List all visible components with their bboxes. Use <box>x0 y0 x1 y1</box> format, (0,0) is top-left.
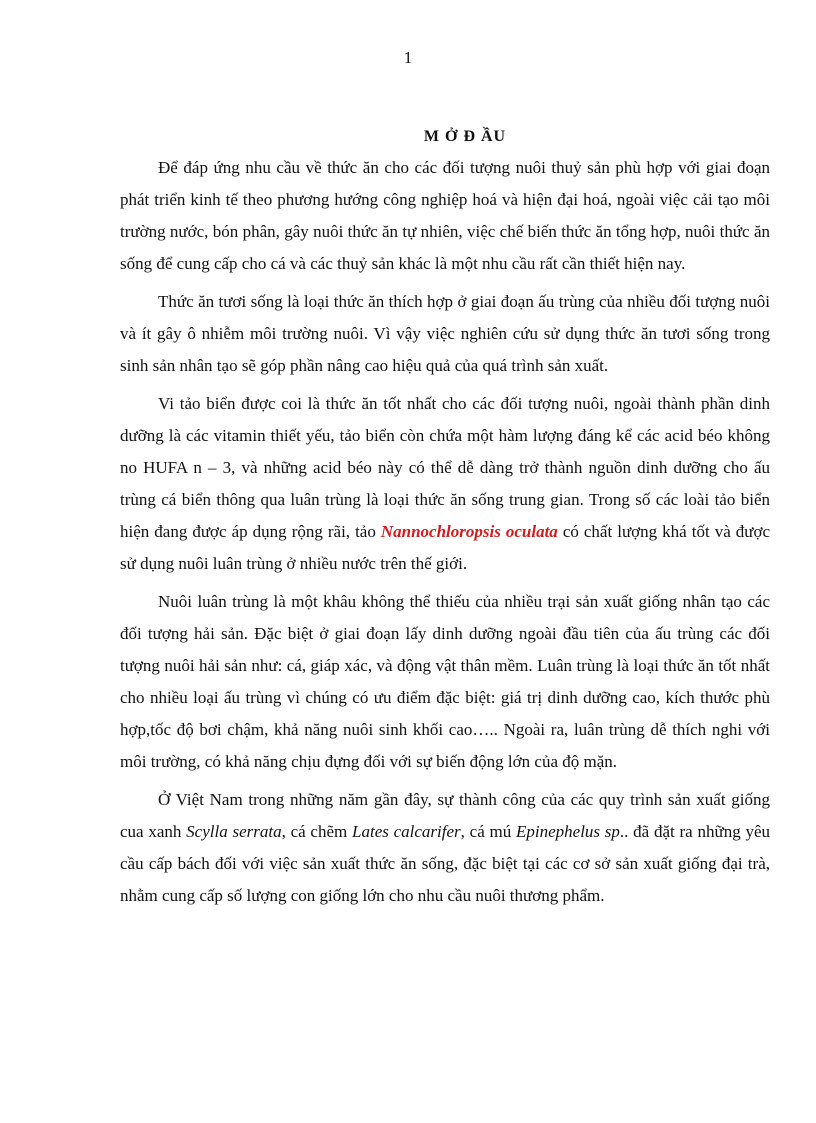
paragraph-4: Nuôi luân trùng là một khâu không thể thiếu của nhiều trại sản xuất giống nhân tạo các đối tượng hải sản. Đặc biệt ở giai đoạn lấy dinh dưỡng ngoài đầu tiên của ấu trùng các đối tượng nuôi hải sản như: cá, giáp xác, và động vật thân mềm. Luân trùng là loại thức ăn tốt nhất cho nhiều loại ấu trùng vì chúng có ưu điểm đặc biệt: giá trị dinh dưỡng cao, kích thước phù hợp,tốc độ bơi chậm, khả năng nuôi sinh khối cao….. Ngoài ra, luân trùng dễ thích nghi với môi trường, có khả năng chịu đựng đối với sự biến động lớn của độ mặn. <box>120 592 770 771</box>
species-name-nannochloropsis: Nannochloropsis oculata <box>380 522 558 541</box>
species-name-scylla: Scylla serrata <box>186 822 282 841</box>
paragraph-5-part-4: .. đã đặt ra những yêu cầu cấp bách đối với việc sản xuất thức ăn sống, đặc biệt tại các cơ sở sản xuất giống đại trà, nhằm cung cấp số lượng con giống lớn cho nhu cầu nuôi thương phẩm. <box>120 822 770 905</box>
paragraph-5 <box>120 784 770 912</box>
paragraph-3-text-before: Vi tảo biển được coi là thức ăn tốt nhất cho các đối tượng nuôi, ngoài thành phần dinh dưỡng là các vitamin thiết yếu, tảo biển còn chứa một hàm lượng đáng kể các acid béo không no HUFA n – 3, và những acid béo này có thể dễ dàng trở thành nguồn dinh dưỡng cho ấu trùng cá biển thông qua luân trùng là loại thức ăn sống trung gian. Trong số các loài tảo biển hiện đang được áp dụng rộng rãi, tảo <box>120 394 770 541</box>
species-name-lates: Lates calcarifer <box>352 822 461 841</box>
paragraph-5-part-1: Ở Việt Nam trong những năm gần đây, sự thành công của các quy trình sản xuất giống cua xanh <box>120 790 770 841</box>
paragraph-5-part-2: , cá chẽm <box>281 822 353 841</box>
paragraph-1: Để đáp ứng nhu cầu về thức ăn cho các đối tượng nuôi thuỷ sản phù hợp với giai đoạn phát triển kinh tế theo phương hướng công nghiệp hoá và hiện đại hoá, ngoài việc cải tạo môi trường nước, bón phân, gây nuôi thức ăn tự nhiên, việc chế biến thức ăn tổng hợp, nuôi thức ăn sống để cung cấp cho cá và các thuỷ sản khác là một nhu cầu rất cần thiết hiện nay. <box>120 158 770 273</box>
paragraph-3 <box>120 388 770 580</box>
page-number: 1 <box>403 48 413 67</box>
section-title: M Ở Đ ẦU <box>423 128 507 145</box>
species-name-epinephelus: Epinephelus sp <box>516 822 620 841</box>
paragraph-2: Thức ăn tươi sống là loại thức ăn thích hợp ở giai đoạn ấu trùng của nhiều đối tượng nuôi và ít gây ô nhiễm môi trường nuôi. Vì vậy việc nghiên cứu sử dụng thức ăn tươi sống trong sinh sản nhân tạo sẽ góp phần nâng cao hiệu quả của quá trình sản xuất. <box>120 292 770 375</box>
paragraph-5-part-3: , cá mú <box>460 822 516 841</box>
document-body <box>120 128 770 918</box>
paragraph-3-text-after: có chất lượng khá tốt và được sử dụng nuôi luân trùng ở nhiều nước trên thế giới. <box>120 522 771 573</box>
